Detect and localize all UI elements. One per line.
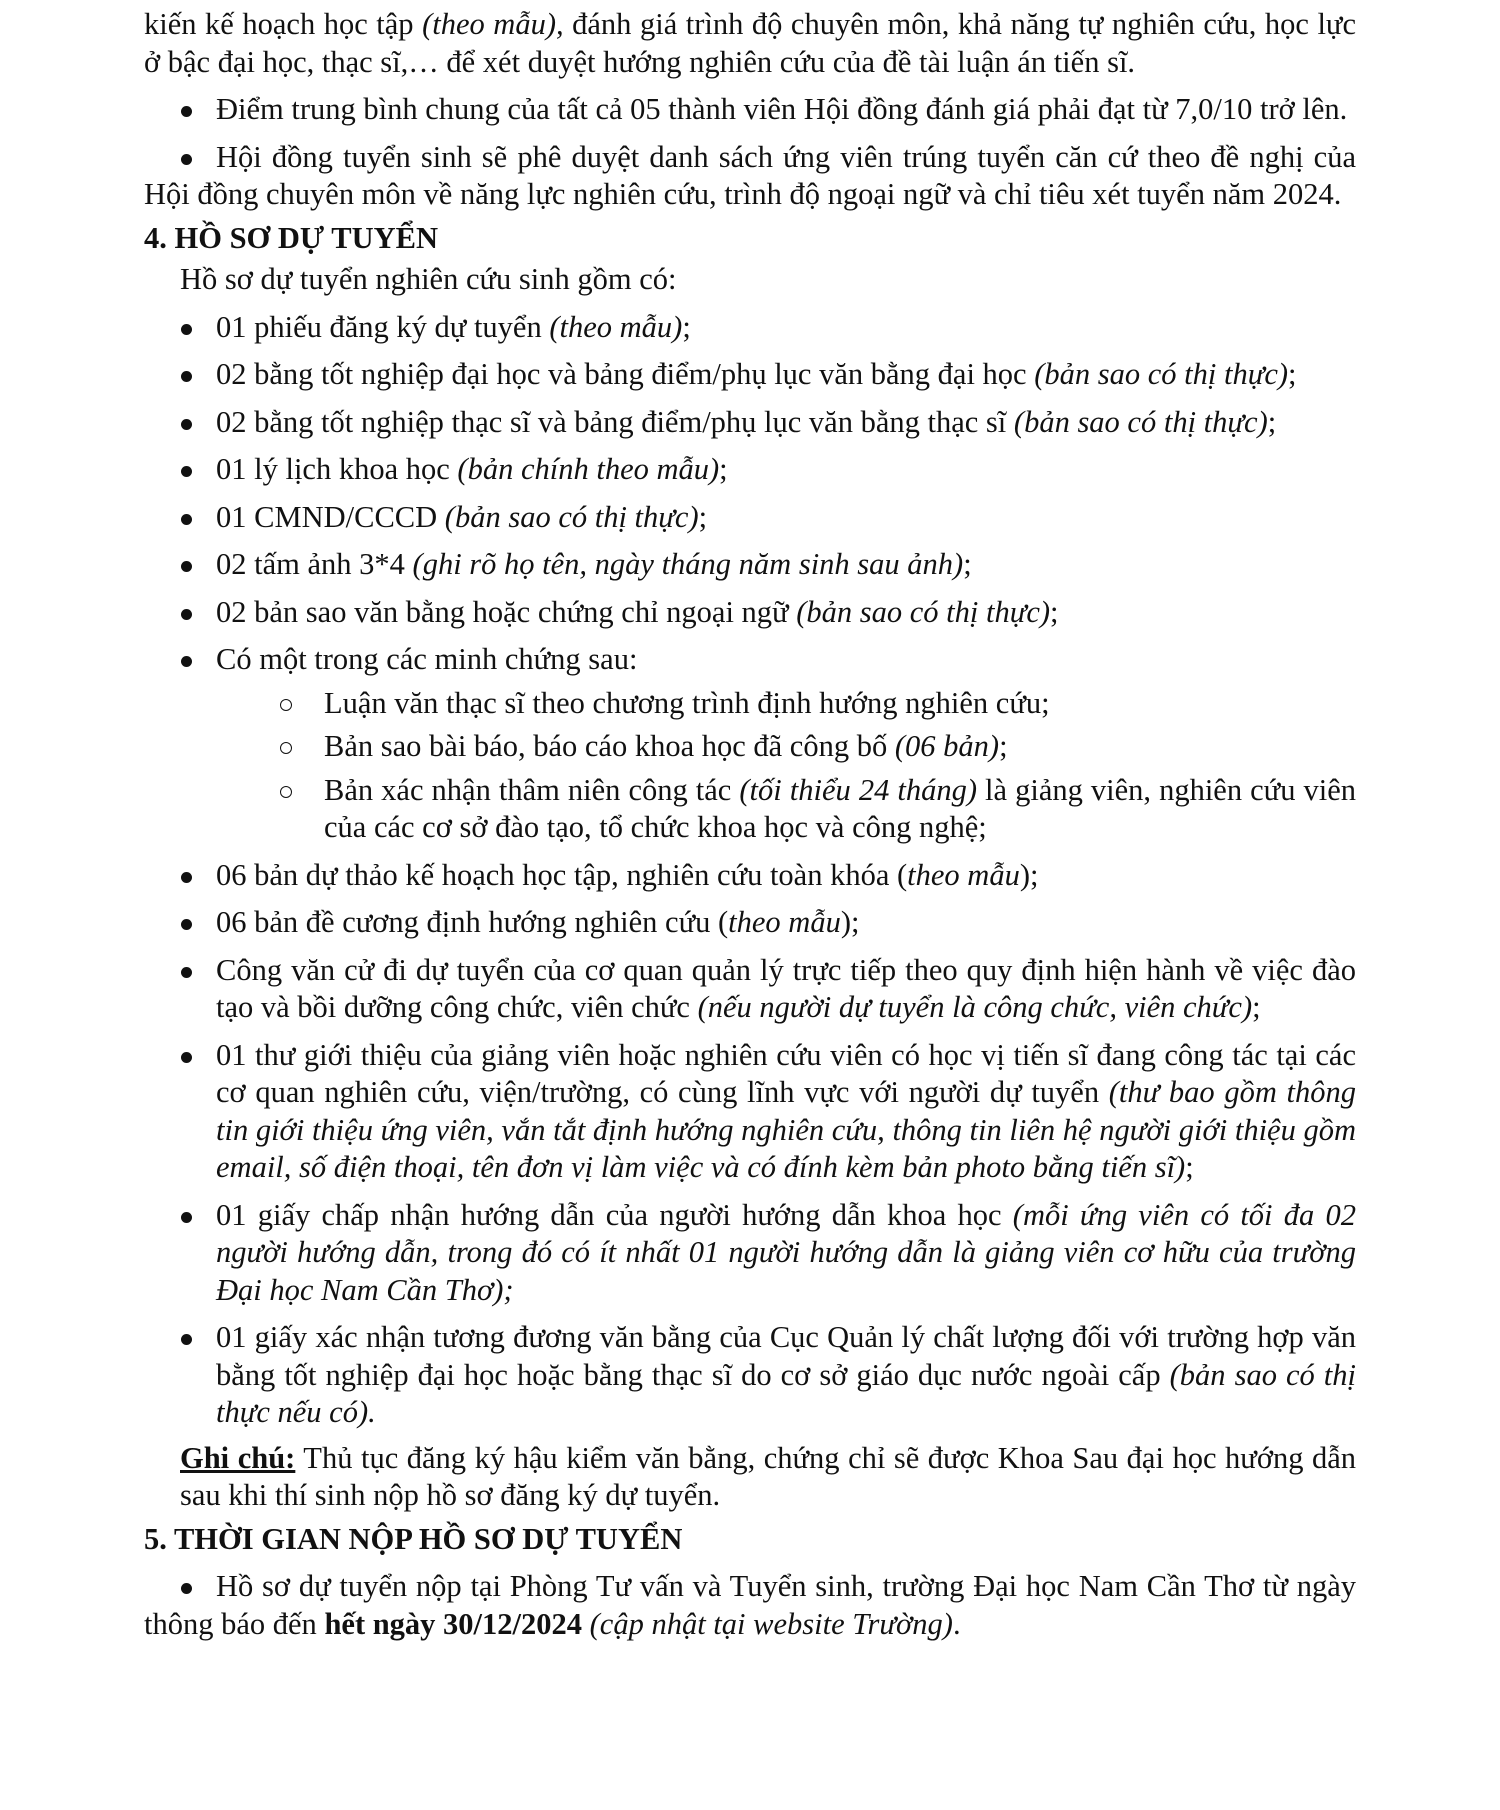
bullet-icon: [181, 561, 192, 572]
bullet-icon: [181, 609, 192, 620]
list-item: Công văn cử đi dự tuyển của cơ quan quản lý trực tiếp theo quy định hiện hành về việc đào tạo và bồi dưỡng công chức, viên chức (nếu người dự tuyển là công chức, viên chức);: [144, 952, 1356, 1027]
deadline-text: hết ngày 30/12/2024: [324, 1606, 583, 1641]
bullet-icon: [181, 656, 192, 667]
list-item: 01 CMND/CCCD (bản sao có thị thực);: [144, 499, 1356, 537]
dossier-list: [144, 309, 1356, 679]
bullet-icon: [181, 1212, 192, 1223]
bullet-icon: [181, 967, 192, 978]
bullet-icon: [181, 419, 192, 430]
circle-bullet-icon: [280, 742, 292, 754]
note-text: Thủ tục đăng ký hậu kiểm văn bằng, chứng chỉ sẽ được Khoa Sau đại học hướng dẫn sau khi thí sinh nộp hồ sơ đăng ký dự tuyển.: [180, 1440, 1357, 1512]
section-heading-5: 5. THỜI GIAN NỘP HỒ SƠ DỰ TUYỂN: [144, 1521, 683, 1556]
note-label: Ghi chú:: [180, 1440, 296, 1475]
intro-text-end: đánh giá trình độ chuyên môn, khả năng tự nghiên cứu, học lực ở bậc đại học, thạc sĩ,… để xét duyệt hướng nghiên cứu của đề tài luận án tiến sĩ.: [144, 7, 1356, 79]
list-item: 01 phiếu đăng ký dự tuyển (theo mẫu);: [144, 309, 1356, 347]
intro-text: kiến kế hoạch học tập: [144, 7, 423, 41]
bullet-icon: [181, 466, 192, 477]
section-heading-4: 4. HỒ SƠ DỰ TUYỂN: [144, 220, 439, 255]
section-4-lead: Hồ sơ dự tuyển nghiên cứu sinh gồm có:: [180, 262, 677, 296]
list-item: Có một trong các minh chứng sau:: [144, 641, 1356, 679]
list-item: 06 bản dự thảo kế hoạch học tập, nghiên cứu toàn khóa (theo mẫu);: [144, 857, 1356, 895]
note-paragraph: [144, 1440, 1356, 1515]
list-item: 01 thư giới thiệu của giảng viên hoặc nghiên cứu viên có học vị tiến sĩ đang công tác tại các cơ quan nghiên cứu, viện/trường, có cùng lĩnh vực với người dự tuyển (thư bao gồm thông tin giới thiệu ứng viên, vắn tắt định hướng nghiên cứu, thông tin liên hệ người giới thiệu gồm email, số điện thoại, tên đơn vị làm việc và có đính kèm bản photo bằng tiến sĩ);: [144, 1037, 1356, 1187]
bullet-icon: [181, 324, 192, 335]
list-item: 01 lý lịch khoa học (bản chính theo mẫu);: [144, 451, 1356, 489]
list-item: 02 bản sao văn bằng hoặc chứng chỉ ngoại ngữ (bản sao có thị thực);: [144, 594, 1356, 632]
criteria-bullet: Điểm trung bình chung của tất cả 05 thành viên Hội đồng đánh giá phải đạt từ 7,0/10 trở lên.: [144, 91, 1356, 129]
intro-italic: (theo mẫu),: [422, 7, 564, 41]
bullet-icon: [181, 154, 192, 165]
bullet-icon: [181, 371, 192, 382]
bullet-icon: [181, 919, 192, 930]
list-item: Bản sao bài báo, báo cáo khoa học đã công bố (06 bản);: [144, 728, 1356, 766]
circle-bullet-icon: [280, 786, 292, 798]
dossier-list-continued: [144, 857, 1356, 1432]
bullet-icon: [181, 106, 192, 117]
bullet-icon: [181, 1052, 192, 1063]
circle-bullet-icon: [280, 699, 292, 711]
intro-paragraph: [144, 6, 1356, 81]
bullet-icon: [181, 872, 192, 883]
bullet-icon: [181, 1583, 192, 1594]
evidence-sublist: [144, 685, 1356, 847]
list-item: Bản xác nhận thâm niên công tác (tối thiểu 24 tháng) là giảng viên, nghiên cứu viên của các cơ sở đào tạo, tổ chức khoa học và công nghệ;: [144, 772, 1356, 847]
criteria-bullet: Hội đồng tuyển sinh sẽ phê duyệt danh sách ứng viên trúng tuyển căn cứ theo đề nghị của Hội đồng chuyên môn về năng lực nghiên cứu, trình độ ngoại ngữ và chỉ tiêu xét tuyển năm 2024.: [144, 139, 1356, 211]
list-item: 02 bằng tốt nghiệp thạc sĩ và bảng điểm/phụ lục văn bằng thạc sĩ (bản sao có thị thực);: [144, 404, 1356, 442]
list-item: 06 bản đề cương định hướng nghiên cứu (theo mẫu);: [144, 904, 1356, 942]
list-item: Luận văn thạc sĩ theo chương trình định hướng nghiên cứu;: [144, 685, 1356, 723]
list-item: 01 giấy xác nhận tương đương văn bằng của Cục Quản lý chất lượng đối với trường hợp văn bằng tốt nghiệp đại học hoặc bằng thạc sĩ do cơ sở giáo dục nước ngoài cấp (bản sao có thị thực nếu có).: [144, 1319, 1356, 1432]
list-item: 02 tấm ảnh 3*4 (ghi rõ họ tên, ngày tháng năm sinh sau ảnh);: [144, 546, 1356, 584]
bullet-icon: [181, 1334, 192, 1345]
submission-bullet: Hồ sơ dự tuyển nộp tại Phòng Tư vấn và Tuyển sinh, trường Đại học Nam Cần Thơ từ ngày thông báo đến hết ngày 30/12/2024 (cập nhật tại website Trường).: [144, 1569, 1356, 1641]
list-item: 01 giấy chấp nhận hướng dẫn của người hướng dẫn khoa học (mỗi ứng viên có tối đa 02 người hướng dẫn, trong đó có ít nhất 01 người hướng dẫn là giảng viên cơ hữu của trường Đại học Nam Cần Thơ);: [144, 1197, 1356, 1310]
bullet-icon: [181, 514, 192, 525]
list-item: 02 bằng tốt nghiệp đại học và bảng điểm/phụ lục văn bằng đại học (bản sao có thị thực);: [144, 356, 1356, 394]
